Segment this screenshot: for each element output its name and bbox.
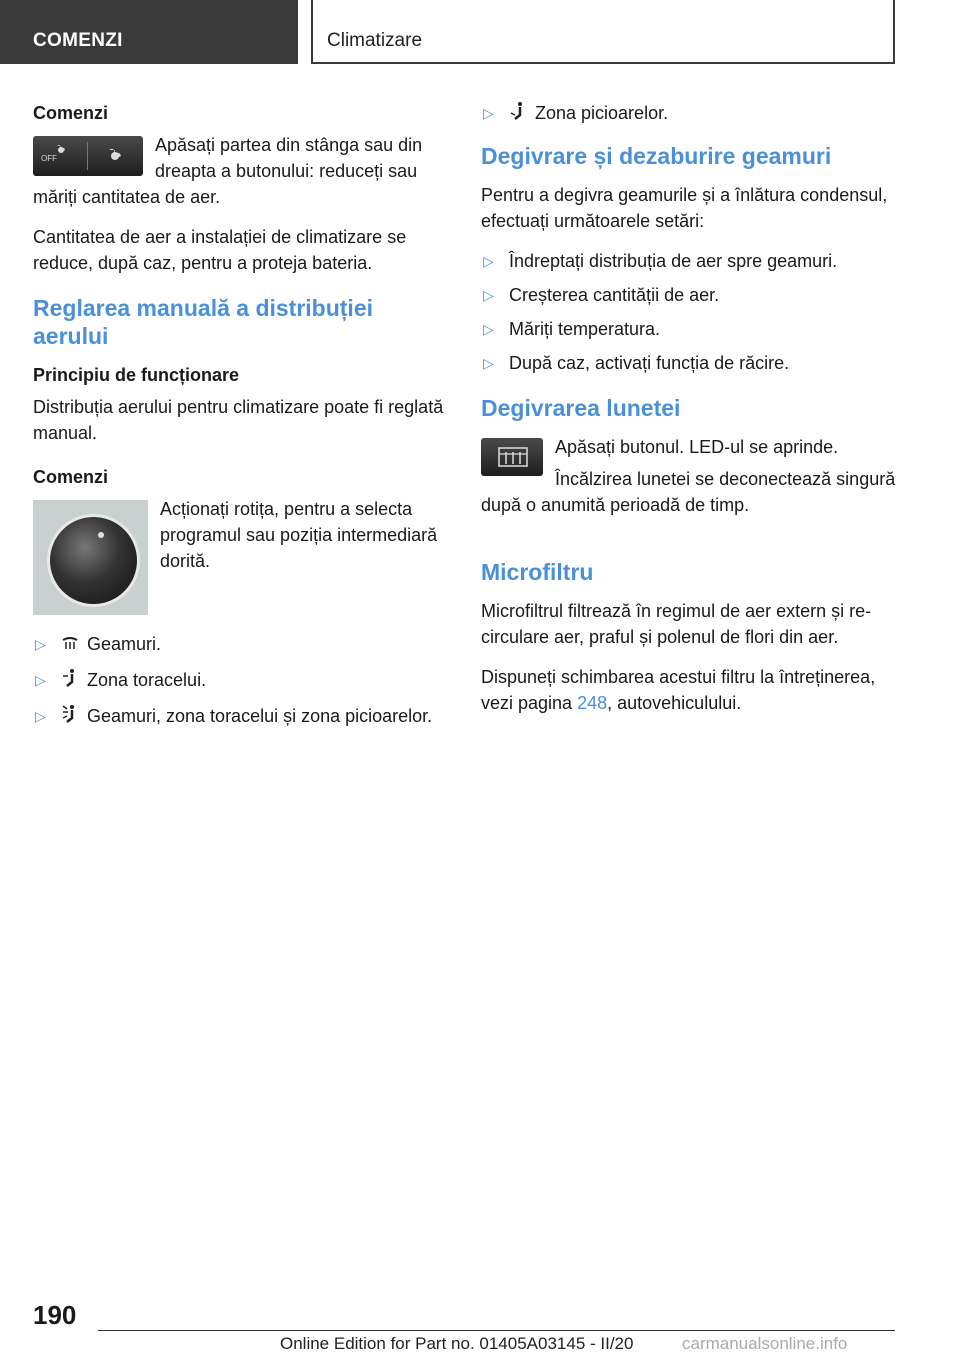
list-item: ▷ Zona picioarelor. — [481, 100, 901, 128]
list-item: ▷ Măriți temperatura. — [481, 316, 901, 342]
controls-heading: Comenzi — [33, 103, 109, 123]
principle-text: Distribuția aerului pentru climatizare poate fi reglată manual. — [33, 397, 444, 443]
bullet-triangle-icon: ▷ — [483, 105, 494, 121]
edition-text: Online Edition for Part no. 01405A03145 - II/20 — [280, 1334, 634, 1353]
section-title: COMENZI — [33, 30, 123, 51]
knob-ring — [47, 514, 140, 607]
bullet-triangle-icon: ▷ — [483, 287, 494, 303]
upper-body-vent-icon — [61, 668, 81, 695]
filter-heading: Microfiltru — [481, 559, 594, 585]
list-item: ▷ Creșterea cantității de aer. — [481, 282, 901, 308]
right-column — [481, 100, 901, 730]
filter-text2: Dispuneți schimbarea acestui filtru la întreținerea, vezi pagina 248, autovehiculului. — [481, 667, 876, 713]
footwell-vent-icon — [509, 101, 529, 128]
manual-heading: Reglarea manuală a distribuției aerului — [33, 295, 374, 349]
rear-heading: Degivrarea lunetei — [481, 395, 681, 421]
footwell-list — [481, 100, 901, 128]
controls2-heading: Comenzi — [33, 467, 109, 487]
bullet-triangle-icon: ▷ — [35, 672, 46, 688]
distribution-list — [33, 631, 453, 731]
rear-text2: Încălzirea lunetei se deconectează singură după o anumită perioadă de timp. — [481, 469, 896, 515]
knob-indicator — [98, 532, 104, 538]
rear-text1: Apăsați butonul. LED-ul se aprinde. — [555, 437, 839, 457]
principle-heading: Principiu de funcționare — [33, 365, 240, 385]
filter-text1: Microfiltrul filtrează în regimul de aer extern și recirculare aer, praful și polenul de flori din aer. — [481, 601, 872, 647]
watermark-text: carmanualsonline.info — [682, 1334, 848, 1353]
footer-rule — [98, 1330, 895, 1331]
fan-button-image — [33, 136, 143, 176]
defog-heading: Degivrare și dezaburire geamuri — [481, 143, 832, 169]
list-item: ▷ Zona toracelui. — [33, 667, 453, 695]
windshield-vent-icon — [61, 633, 81, 659]
controls2-text: Acționați rotița, pentru a selecta programul sau poziția intermediară dorită. — [160, 499, 438, 571]
bullet-triangle-icon: ▷ — [35, 636, 46, 652]
list-item: ▷ Geamuri, zona toracelui și zona picioarelor. — [33, 703, 453, 731]
page-link[interactable]: 248 — [577, 693, 608, 713]
rotary-knob-image — [33, 500, 148, 615]
list-item: ▷ După caz, activați funcția de răcire. — [481, 350, 901, 376]
list-item: ▷ Îndreptați distribuția de aer spre geamuri. — [481, 248, 901, 274]
reduce-text: Cantitatea de aer a instalației de climatizare se reduce, după caz, pentru a proteja bateria. — [33, 227, 407, 273]
bullet-triangle-icon: ▷ — [483, 355, 494, 371]
rear-defrost-button-image — [481, 438, 543, 476]
defog-list — [481, 248, 901, 376]
defog-text: Pentru a degivra geamurile și a înlătura condensul, efectuați următoarele setări: — [481, 185, 888, 231]
chapter-title: Climatizare — [327, 30, 423, 51]
chapter-tab — [311, 0, 895, 64]
all-zones-vent-icon — [61, 704, 81, 731]
bullet-triangle-icon: ▷ — [35, 708, 46, 724]
section-tab — [0, 0, 298, 64]
left-column — [33, 100, 453, 745]
button-divider — [87, 142, 88, 170]
bullet-triangle-icon: ▷ — [483, 253, 494, 269]
page-number: 190 — [33, 1300, 77, 1330]
list-item: ▷ Geamuri. — [33, 631, 453, 659]
bullet-triangle-icon: ▷ — [483, 321, 494, 337]
off-label: OFF — [41, 154, 57, 163]
rear-defrost-icon — [497, 446, 529, 468]
controls-text: Apăsați partea din stânga sau din dreapta a butonului: reduceți sau măriți cantitatea de aer. — [33, 135, 423, 207]
